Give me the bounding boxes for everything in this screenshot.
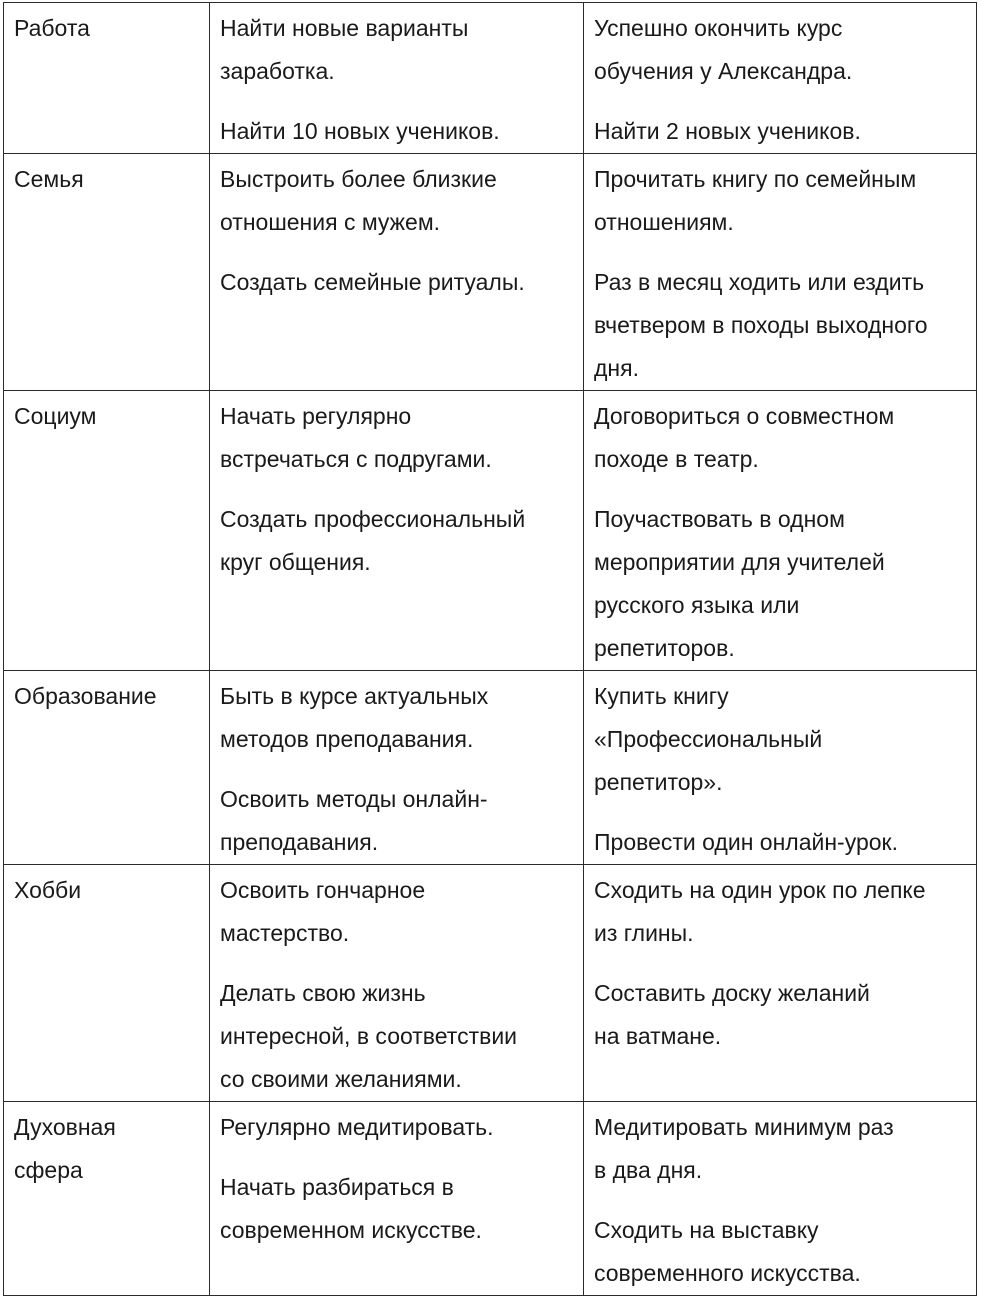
goal-text: Создать семейные ритуалы. (220, 269, 525, 295)
goal-text: Делать свою жизнь интересной, в соответствии со своими желаниями. (220, 980, 518, 1092)
goals-cell (210, 1102, 584, 1296)
goal-text: Освоить гончарное мастерство. (220, 877, 426, 946)
goals-cell (210, 154, 584, 391)
action-text: Медитировать минимум раз в два дня. (594, 1114, 894, 1183)
area-cell: Хобби (4, 865, 210, 1102)
area-cell: Семья (4, 154, 210, 391)
action-text: Провести один онлайн-урок. (594, 829, 898, 855)
action-text: Найти 2 новых учеников. (594, 118, 861, 144)
table-row (4, 154, 977, 391)
table-row (4, 671, 977, 865)
goal-text: Начать разбираться в современном искусстве. (220, 1174, 482, 1243)
action-text: Договориться о совместном походе в театр. (594, 403, 895, 472)
action-text: Купить книгу «Профессиональный репетитор». (594, 683, 823, 795)
action-text: Прочитать книгу по семейным отношениям. (594, 166, 917, 235)
actions-cell (584, 154, 977, 391)
action-text: Раз в месяц ходить или ездить вчетвером в походы выходного дня. (594, 269, 928, 381)
area-cell: Социум (4, 391, 210, 671)
table-row (4, 1102, 977, 1296)
table-row (4, 3, 977, 154)
actions-cell (584, 3, 977, 154)
goal-text: Выстроить более близкие отношения с мужем. (220, 166, 497, 235)
goal-text: Создать профессиональный круг общения. (220, 506, 526, 575)
goal-text: Найти 10 новых учеников. (220, 118, 500, 144)
area-cell: Духовная сфера (4, 1102, 210, 1296)
goals-cell (210, 3, 584, 154)
goals-cell (210, 671, 584, 865)
area-cell: Образование (4, 671, 210, 865)
table-row (4, 391, 977, 671)
goal-text: Быть в курсе актуальных методов преподавания. (220, 683, 489, 752)
goals-table (3, 2, 977, 1296)
action-text: Поучаствовать в одном мероприятии для учителей русского языка или репетиторов. (594, 506, 885, 661)
actions-cell (584, 391, 977, 671)
goals-cell (210, 865, 584, 1102)
actions-cell (584, 671, 977, 865)
area-cell: Работа (4, 3, 210, 154)
goals-cell (210, 391, 584, 671)
goal-text: Регулярно медитировать. (220, 1114, 494, 1140)
actions-cell (584, 1102, 977, 1296)
actions-cell (584, 865, 977, 1102)
action-text: Составить доску желаний на ватмане. (594, 980, 870, 1049)
goal-text: Освоить методы онлайн- преподавания. (220, 786, 488, 855)
action-text: Успешно окончить курс обучения у Александра. (594, 15, 853, 84)
action-text: Сходить на выставку современного искусства. (594, 1217, 861, 1286)
goal-text: Начать регулярно встречаться с подругами. (220, 403, 492, 472)
action-text: Сходить на один урок по лепке из глины. (594, 877, 926, 946)
table-row (4, 865, 977, 1102)
goal-text: Найти новые варианты заработка. (220, 15, 469, 84)
